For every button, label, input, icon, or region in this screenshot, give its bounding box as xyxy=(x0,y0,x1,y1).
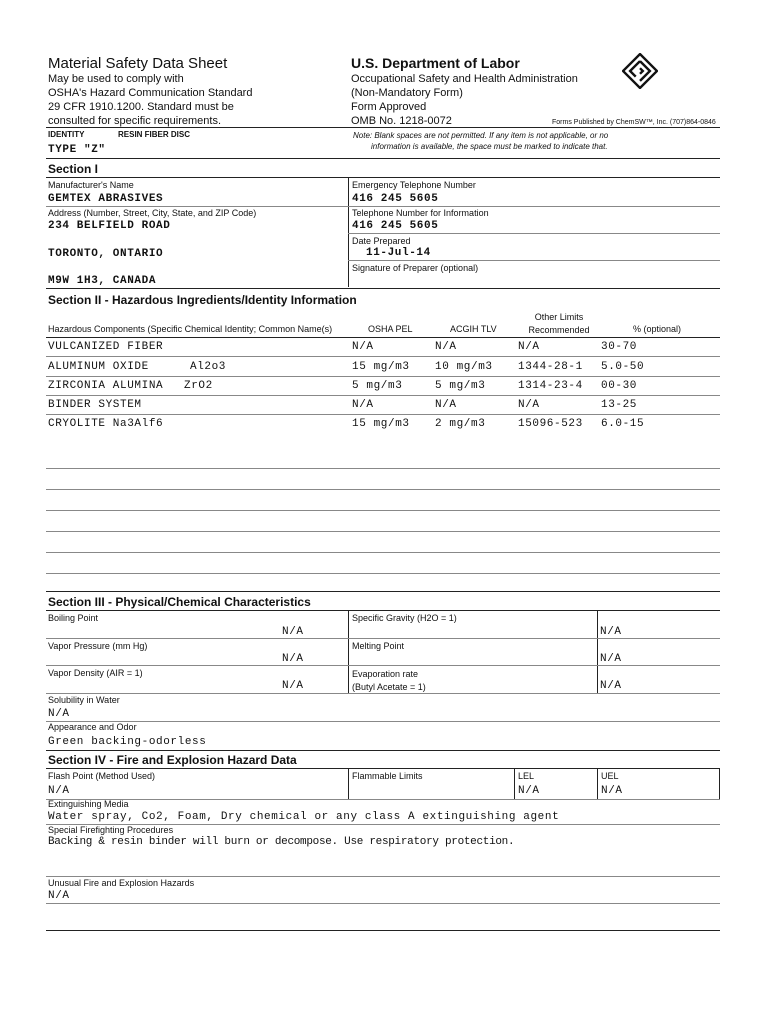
ingredient-pct: 13-25 xyxy=(601,399,638,411)
ingredient-pct: 5.0-50 xyxy=(601,361,645,373)
ingredient-pct: 30-70 xyxy=(601,341,638,353)
blank-line xyxy=(46,531,720,532)
signature-label: Signature of Preparer (optional) xyxy=(352,263,479,273)
boiling-point-value: N/A xyxy=(282,626,304,638)
ingredient-osha: N/A xyxy=(352,341,374,353)
ingredient-osha: 15 mg/m3 xyxy=(352,361,410,373)
info-phone-label: Telephone Number for Information xyxy=(352,208,489,218)
specific-gravity-value: N/A xyxy=(600,626,622,638)
ingredient-acgih: N/A xyxy=(435,399,457,411)
publisher-note: Forms Published by ChemSW™, Inc. (707)864-0846 xyxy=(552,119,716,126)
ingredient-name: ALUMINUM OXIDE xyxy=(48,361,149,373)
ingredient-acgih: N/A xyxy=(435,341,457,353)
emergency-phone-label: Emergency Telephone Number xyxy=(352,180,476,190)
address-line3: M9W 1H3, CANADA xyxy=(48,275,157,287)
section2-title: Section II - Hazardous Ingredients/Identity Information xyxy=(48,293,357,307)
section3-title: Section III - Physical/Chemical Characteristics xyxy=(48,595,311,609)
ingredient-osha: 15 mg/m3 xyxy=(352,418,410,430)
blank-line xyxy=(46,573,720,574)
ingredient-pct: 00-30 xyxy=(601,380,638,392)
department-title: U.S. Department of Labor xyxy=(351,55,520,71)
address-label: Address (Number, Street, City, State, and ZIP Code) xyxy=(48,208,257,218)
col-acgih-tlv: ACGIH TLV xyxy=(450,324,497,334)
ingredient-other: 1344-28-1 xyxy=(518,361,583,373)
flash-point-value: N/A xyxy=(48,785,70,797)
solubility-value: N/A xyxy=(48,708,70,720)
compliance-text: May be used to comply with OSHA's Hazard Communication Standard 29 CFR 1910.1200. Standard must be consulted for specific requirements. xyxy=(48,73,253,127)
blank-line xyxy=(46,489,720,490)
emergency-phone-value: 416 245 5605 xyxy=(352,193,439,205)
ingredient-osha: N/A xyxy=(352,399,374,411)
col-percent: % (optional) xyxy=(633,324,682,334)
col-other-limits: Other Limits Recommended xyxy=(528,312,590,335)
special-procedures-value: Backing & resin binder will burn or decompose. Use respiratory protection. xyxy=(48,836,515,848)
flammable-limits-label: Flammable Limits xyxy=(352,771,423,781)
melting-point-label: Melting Point xyxy=(352,641,405,651)
ingredient-name: VULCANIZED FIBER xyxy=(48,341,164,353)
appearance-value: Green backing-odorless xyxy=(48,736,207,748)
flash-point-label: Flash Point (Method Used) xyxy=(48,771,156,781)
ingredient-pct: 6.0-15 xyxy=(601,418,645,430)
ingredient-osha: 5 mg/m3 xyxy=(352,380,403,392)
ingredient-other: 1314-23-4 xyxy=(518,380,583,392)
identity-label: IDENTITY xyxy=(48,130,85,139)
evaporation-rate-value: N/A xyxy=(600,680,622,692)
lel-label: LEL xyxy=(518,771,535,781)
form-title: Material Safety Data Sheet xyxy=(48,55,228,72)
manufacturer-value: GEMTEX ABRASIVES xyxy=(48,193,164,205)
solubility-label: Solubility in Water xyxy=(48,695,120,705)
ingredient-other: 15096-523 xyxy=(518,418,583,430)
section1-title: Section I xyxy=(48,162,99,176)
ingredient-other: N/A xyxy=(518,341,540,353)
extinguishing-media-value: Water spray, Co2, Foam, Dry chemical or any class A extinguishing agent xyxy=(48,811,560,823)
ingredient-name: ZIRCONIA ALUMINA xyxy=(48,380,164,392)
address-line1: 234 BELFIELD ROAD xyxy=(48,220,171,232)
date-prepared-label: Date Prepared xyxy=(352,236,411,246)
section4-title: Section IV - Fire and Explosion Hazard Data xyxy=(48,753,297,767)
ingredient-formula: ZrO2 xyxy=(184,380,213,392)
ingredient-other: N/A xyxy=(518,399,540,411)
agency-text: Occupational Safety and Health Administration (Non-Mandatory Form) Form Approved OMB No. 1218-0072 xyxy=(351,73,578,127)
melting-point-value: N/A xyxy=(600,653,622,665)
date-prepared-value: 11-Jul-14 xyxy=(366,247,431,259)
ingredient-name: CRYOLITE Na3Alf6 xyxy=(48,418,164,430)
unusual-hazards-label: Unusual Fire and Explosion Hazards xyxy=(48,878,195,888)
ingredient-acgih: 10 mg/m3 xyxy=(435,361,493,373)
special-procedures-label: Special Firefighting Procedures xyxy=(48,825,174,835)
blank-space-note: Note: Blank spaces are not permitted. If any item is not applicable, or no information is available, the space must be marked to indicate that. xyxy=(353,131,609,151)
manufacturer-label: Manufacturer's Name xyxy=(48,180,134,190)
uel-label: UEL xyxy=(601,771,619,781)
ingredient-formula: Al2o3 xyxy=(190,361,227,373)
blank-line xyxy=(46,510,720,511)
col-components: Hazardous Components (Specific Chemical Identity; Common Name(s) xyxy=(48,324,333,334)
vapor-pressure-value: N/A xyxy=(282,653,304,665)
blank-line xyxy=(46,552,720,553)
extinguishing-media-label: Extinguishing Media xyxy=(48,799,129,809)
chemsw-logo-icon xyxy=(622,53,658,89)
specific-gravity-label: Specific Gravity (H2O = 1) xyxy=(352,613,457,623)
uel-value: N/A xyxy=(601,785,623,797)
evaporation-rate-label: Evaporation rate (Butyl Acetate = 1) xyxy=(352,669,426,692)
appearance-label: Appearance and Odor xyxy=(48,722,137,732)
col-osha-pel: OSHA PEL xyxy=(368,324,413,334)
unusual-hazards-value: N/A xyxy=(48,890,70,902)
blank-line xyxy=(46,468,720,469)
identity-value-line1: RESIN FIBER DISC xyxy=(118,130,191,139)
vapor-density-label: Vapor Density (AIR = 1) xyxy=(48,668,143,678)
ingredient-acgih: 2 mg/m3 xyxy=(435,418,486,430)
identity-value-line2: TYPE "Z" xyxy=(48,144,106,156)
ingredient-acgih: 5 mg/m3 xyxy=(435,380,486,392)
boiling-point-label: Boiling Point xyxy=(48,613,99,623)
ingredient-name: BINDER SYSTEM xyxy=(48,399,142,411)
lel-value: N/A xyxy=(518,785,540,797)
address-line2: TORONTO, ONTARIO xyxy=(48,248,164,260)
info-phone-value: 416 245 5605 xyxy=(352,220,439,232)
vapor-pressure-label: Vapor Pressure (mm Hg) xyxy=(48,641,148,651)
vapor-density-value: N/A xyxy=(282,680,304,692)
